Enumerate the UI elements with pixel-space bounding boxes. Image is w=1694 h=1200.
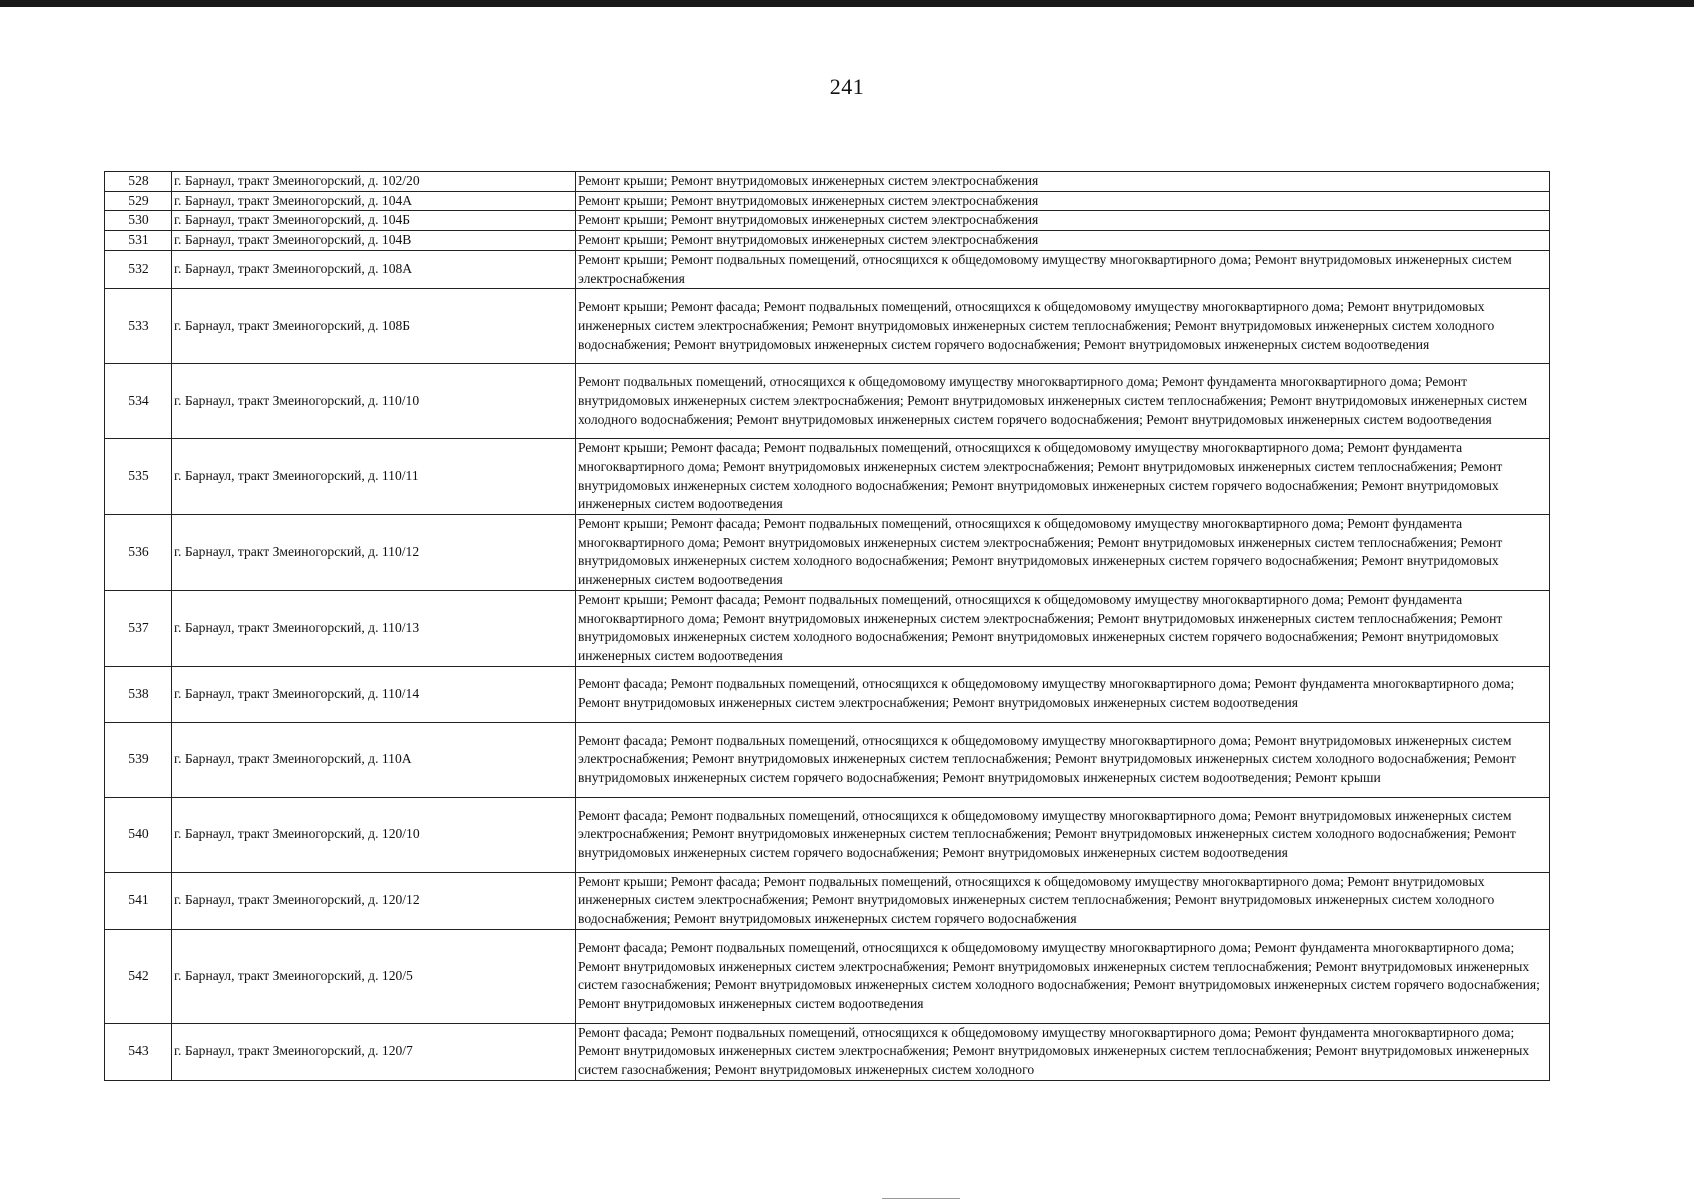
works-cell: Ремонт крыши; Ремонт внутридомовых инженерных систем электроснабжения xyxy=(576,191,1550,211)
address-cell: г. Барнаул, тракт Змеиногорский, д. 108А xyxy=(172,250,576,288)
works-cell: Ремонт фасада; Ремонт подвальных помещений, относящихся к общедомовому имуществу многоквартирного дома; Ремонт внутридомовых инженерных систем электроснабжения; Ремонт внутридомовых инженерных систем теплоснабжения; Ремонт внутридомовых инженерных систем холодного водоснабжения; Ремонт внутридомовых инженерных систем горячего водоснабжения; Ремонт внутридомовых инженерных систем водоотведения; Ремонт крыши xyxy=(576,722,1550,797)
table-row xyxy=(105,211,1550,231)
address-cell: г. Барнаул, тракт Змеиногорский, д. 110/11 xyxy=(172,439,576,515)
row-number-cell: 532 xyxy=(105,250,172,288)
address-cell: г. Барнаул, тракт Змеиногорский, д. 110/12 xyxy=(172,515,576,591)
row-number-cell: 537 xyxy=(105,590,172,666)
address-cell: г. Барнаул, тракт Змеиногорский, д. 110/14 xyxy=(172,666,576,722)
row-number-cell: 531 xyxy=(105,231,172,251)
row-number-cell: 529 xyxy=(105,191,172,211)
table-row xyxy=(105,231,1550,251)
address-cell: г. Барнаул, тракт Змеиногорский, д. 110/13 xyxy=(172,590,576,666)
address-cell: г. Барнаул, тракт Змеиногорский, д. 104А xyxy=(172,191,576,211)
works-cell: Ремонт крыши; Ремонт фасада; Ремонт подвальных помещений, относящихся к общедомовому имуществу многоквартирного дома; Ремонт фундамента многоквартирного дома; Ремонт внутридомовых инженерных систем электроснабжения; Ремонт внутридомовых инженерных систем теплоснабжения; Ремонт внутридомовых инженерных систем холодного водоснабжения; Ремонт внутридомовых инженерных систем горячего водоснабжения; Ремонт внутридомовых инженерных систем водоотведения xyxy=(576,439,1550,515)
works-cell: Ремонт крыши; Ремонт фасада; Ремонт подвальных помещений, относящихся к общедомовому имуществу многоквартирного дома; Ремонт внутридомовых инженерных систем электроснабжения; Ремонт внутридомовых инженерных систем теплоснабжения; Ремонт внутридомовых инженерных систем холодного водоснабжения; Ремонт внутридомовых инженерных систем горячего водоснабжения xyxy=(576,872,1550,929)
table-row xyxy=(105,250,1550,288)
address-cell: г. Барнаул, тракт Змеиногорский, д. 110/10 xyxy=(172,364,576,439)
row-number-cell: 541 xyxy=(105,872,172,929)
works-cell: Ремонт крыши; Ремонт фасада; Ремонт подвальных помещений, относящихся к общедомовому имуществу многоквартирного дома; Ремонт фундамента многоквартирного дома; Ремонт внутридомовых инженерных систем электроснабжения; Ремонт внутридомовых инженерных систем теплоснабжения; Ремонт внутридомовых инженерных систем холодного водоснабжения; Ремонт внутридомовых инженерных систем горячего водоснабжения; Ремонт внутридомовых инженерных систем водоотведения xyxy=(576,590,1550,666)
table-row xyxy=(105,797,1550,872)
works-cell: Ремонт фасада; Ремонт подвальных помещений, относящихся к общедомовому имуществу многоквартирного дома; Ремонт фундамента многоквартирного дома; Ремонт внутридомовых инженерных систем электроснабжения; Ремонт внутридомовых инженерных систем теплоснабжения; Ремонт внутридомовых инженерных систем газоснабжения; Ремонт внутридомовых инженерных систем холодного xyxy=(576,1023,1550,1080)
table-row xyxy=(105,439,1550,515)
table-row xyxy=(105,590,1550,666)
table-row xyxy=(105,191,1550,211)
table-row xyxy=(105,364,1550,439)
table-body xyxy=(105,172,1550,1081)
table-row xyxy=(105,1023,1550,1080)
works-cell: Ремонт подвальных помещений, относящихся к общедомовому имуществу многоквартирного дома; Ремонт фундамента многоквартирного дома; Ремонт внутридомовых инженерных систем электроснабжения; Ремонт внутридомовых инженерных систем теплоснабжения; Ремонт внутридомовых инженерных систем холодного водоснабжения; Ремонт внутридомовых инженерных систем горячего водоснабжения; Ремонт внутридомовых инженерных систем водоотведения xyxy=(576,364,1550,439)
works-cell: Ремонт крыши; Ремонт внутридомовых инженерных систем электроснабжения xyxy=(576,231,1550,251)
table-row xyxy=(105,515,1550,591)
address-cell: г. Барнаул, тракт Змеиногорский, д. 108Б xyxy=(172,289,576,364)
address-cell: г. Барнаул, тракт Змеиногорский, д. 120/12 xyxy=(172,872,576,929)
row-number-cell: 533 xyxy=(105,289,172,364)
address-cell: г. Барнаул, тракт Змеиногорский, д. 120/10 xyxy=(172,797,576,872)
works-cell: Ремонт крыши; Ремонт внутридомовых инженерных систем электроснабжения xyxy=(576,172,1550,192)
repair-works-table xyxy=(104,171,1550,1081)
row-number-cell: 536 xyxy=(105,515,172,591)
works-cell: Ремонт крыши; Ремонт подвальных помещений, относящихся к общедомовому имуществу многоквартирного дома; Ремонт внутридомовых инженерных систем электроснабжения xyxy=(576,250,1550,288)
row-number-cell: 530 xyxy=(105,211,172,231)
table-row xyxy=(105,289,1550,364)
row-number-cell: 539 xyxy=(105,722,172,797)
works-cell: Ремонт крыши; Ремонт внутридомовых инженерных систем электроснабжения xyxy=(576,211,1550,231)
scan-top-border xyxy=(0,0,1694,7)
scan-footer-mark xyxy=(882,1198,960,1199)
table-row xyxy=(105,722,1550,797)
works-cell: Ремонт фасада; Ремонт подвальных помещений, относящихся к общедомовому имуществу многоквартирного дома; Ремонт внутридомовых инженерных систем электроснабжения; Ремонт внутридомовых инженерных систем теплоснабжения; Ремонт внутридомовых инженерных систем холодного водоснабжения; Ремонт внутридомовых инженерных систем горячего водоснабжения; Ремонт внутридомовых инженерных систем водоотведения xyxy=(576,797,1550,872)
page-number: 241 xyxy=(829,74,865,99)
table-row xyxy=(105,872,1550,929)
works-cell: Ремонт крыши; Ремонт фасада; Ремонт подвальных помещений, относящихся к общедомовому имуществу многоквартирного дома; Ремонт фундамента многоквартирного дома; Ремонт внутридомовых инженерных систем электроснабжения; Ремонт внутридомовых инженерных систем теплоснабжения; Ремонт внутридомовых инженерных систем холодного водоснабжения; Ремонт внутридомовых инженерных систем горячего водоснабжения; Ремонт внутридомовых инженерных систем водоотведения xyxy=(576,515,1550,591)
works-cell: Ремонт фасада; Ремонт подвальных помещений, относящихся к общедомовому имуществу многоквартирного дома; Ремонт фундамента многоквартирного дома; Ремонт внутридомовых инженерных систем электроснабжения; Ремонт внутридомовых инженерных систем водоотведения xyxy=(576,666,1550,722)
row-number-cell: 535 xyxy=(105,439,172,515)
row-number-cell: 534 xyxy=(105,364,172,439)
row-number-cell: 543 xyxy=(105,1023,172,1080)
row-number-cell: 542 xyxy=(105,929,172,1023)
row-number-cell: 538 xyxy=(105,666,172,722)
table-row xyxy=(105,172,1550,192)
row-number-cell: 528 xyxy=(105,172,172,192)
address-cell: г. Барнаул, тракт Змеиногорский, д. 110А xyxy=(172,722,576,797)
row-number-cell: 540 xyxy=(105,797,172,872)
address-cell: г. Барнаул, тракт Змеиногорский, д. 120/5 xyxy=(172,929,576,1023)
table-row xyxy=(105,666,1550,722)
address-cell: г. Барнаул, тракт Змеиногорский, д. 102/20 xyxy=(172,172,576,192)
address-cell: г. Барнаул, тракт Змеиногорский, д. 104Б xyxy=(172,211,576,231)
works-cell: Ремонт крыши; Ремонт фасада; Ремонт подвальных помещений, относящихся к общедомовому имуществу многоквартирного дома; Ремонт внутридомовых инженерных систем электроснабжения; Ремонт внутридомовых инженерных систем теплоснабжения; Ремонт внутридомовых инженерных систем холодного водоснабжения; Ремонт внутридомовых инженерных систем горячего водоснабжения; Ремонт внутридомовых инженерных систем водоотведения xyxy=(576,289,1550,364)
address-cell: г. Барнаул, тракт Змеиногорский, д. 104В xyxy=(172,231,576,251)
works-cell: Ремонт фасада; Ремонт подвальных помещений, относящихся к общедомовому имуществу многоквартирного дома; Ремонт фундамента многоквартирного дома; Ремонт внутридомовых инженерных систем электроснабжения; Ремонт внутридомовых инженерных систем теплоснабжения; Ремонт внутридомовых инженерных систем газоснабжения; Ремонт внутридомовых инженерных систем холодного водоснабжения; Ремонт внутридомовых инженерных систем горячего водоснабжения; Ремонт внутридомовых инженерных систем водоотведения xyxy=(576,929,1550,1023)
table-row xyxy=(105,929,1550,1023)
address-cell: г. Барнаул, тракт Змеиногорский, д. 120/7 xyxy=(172,1023,576,1080)
